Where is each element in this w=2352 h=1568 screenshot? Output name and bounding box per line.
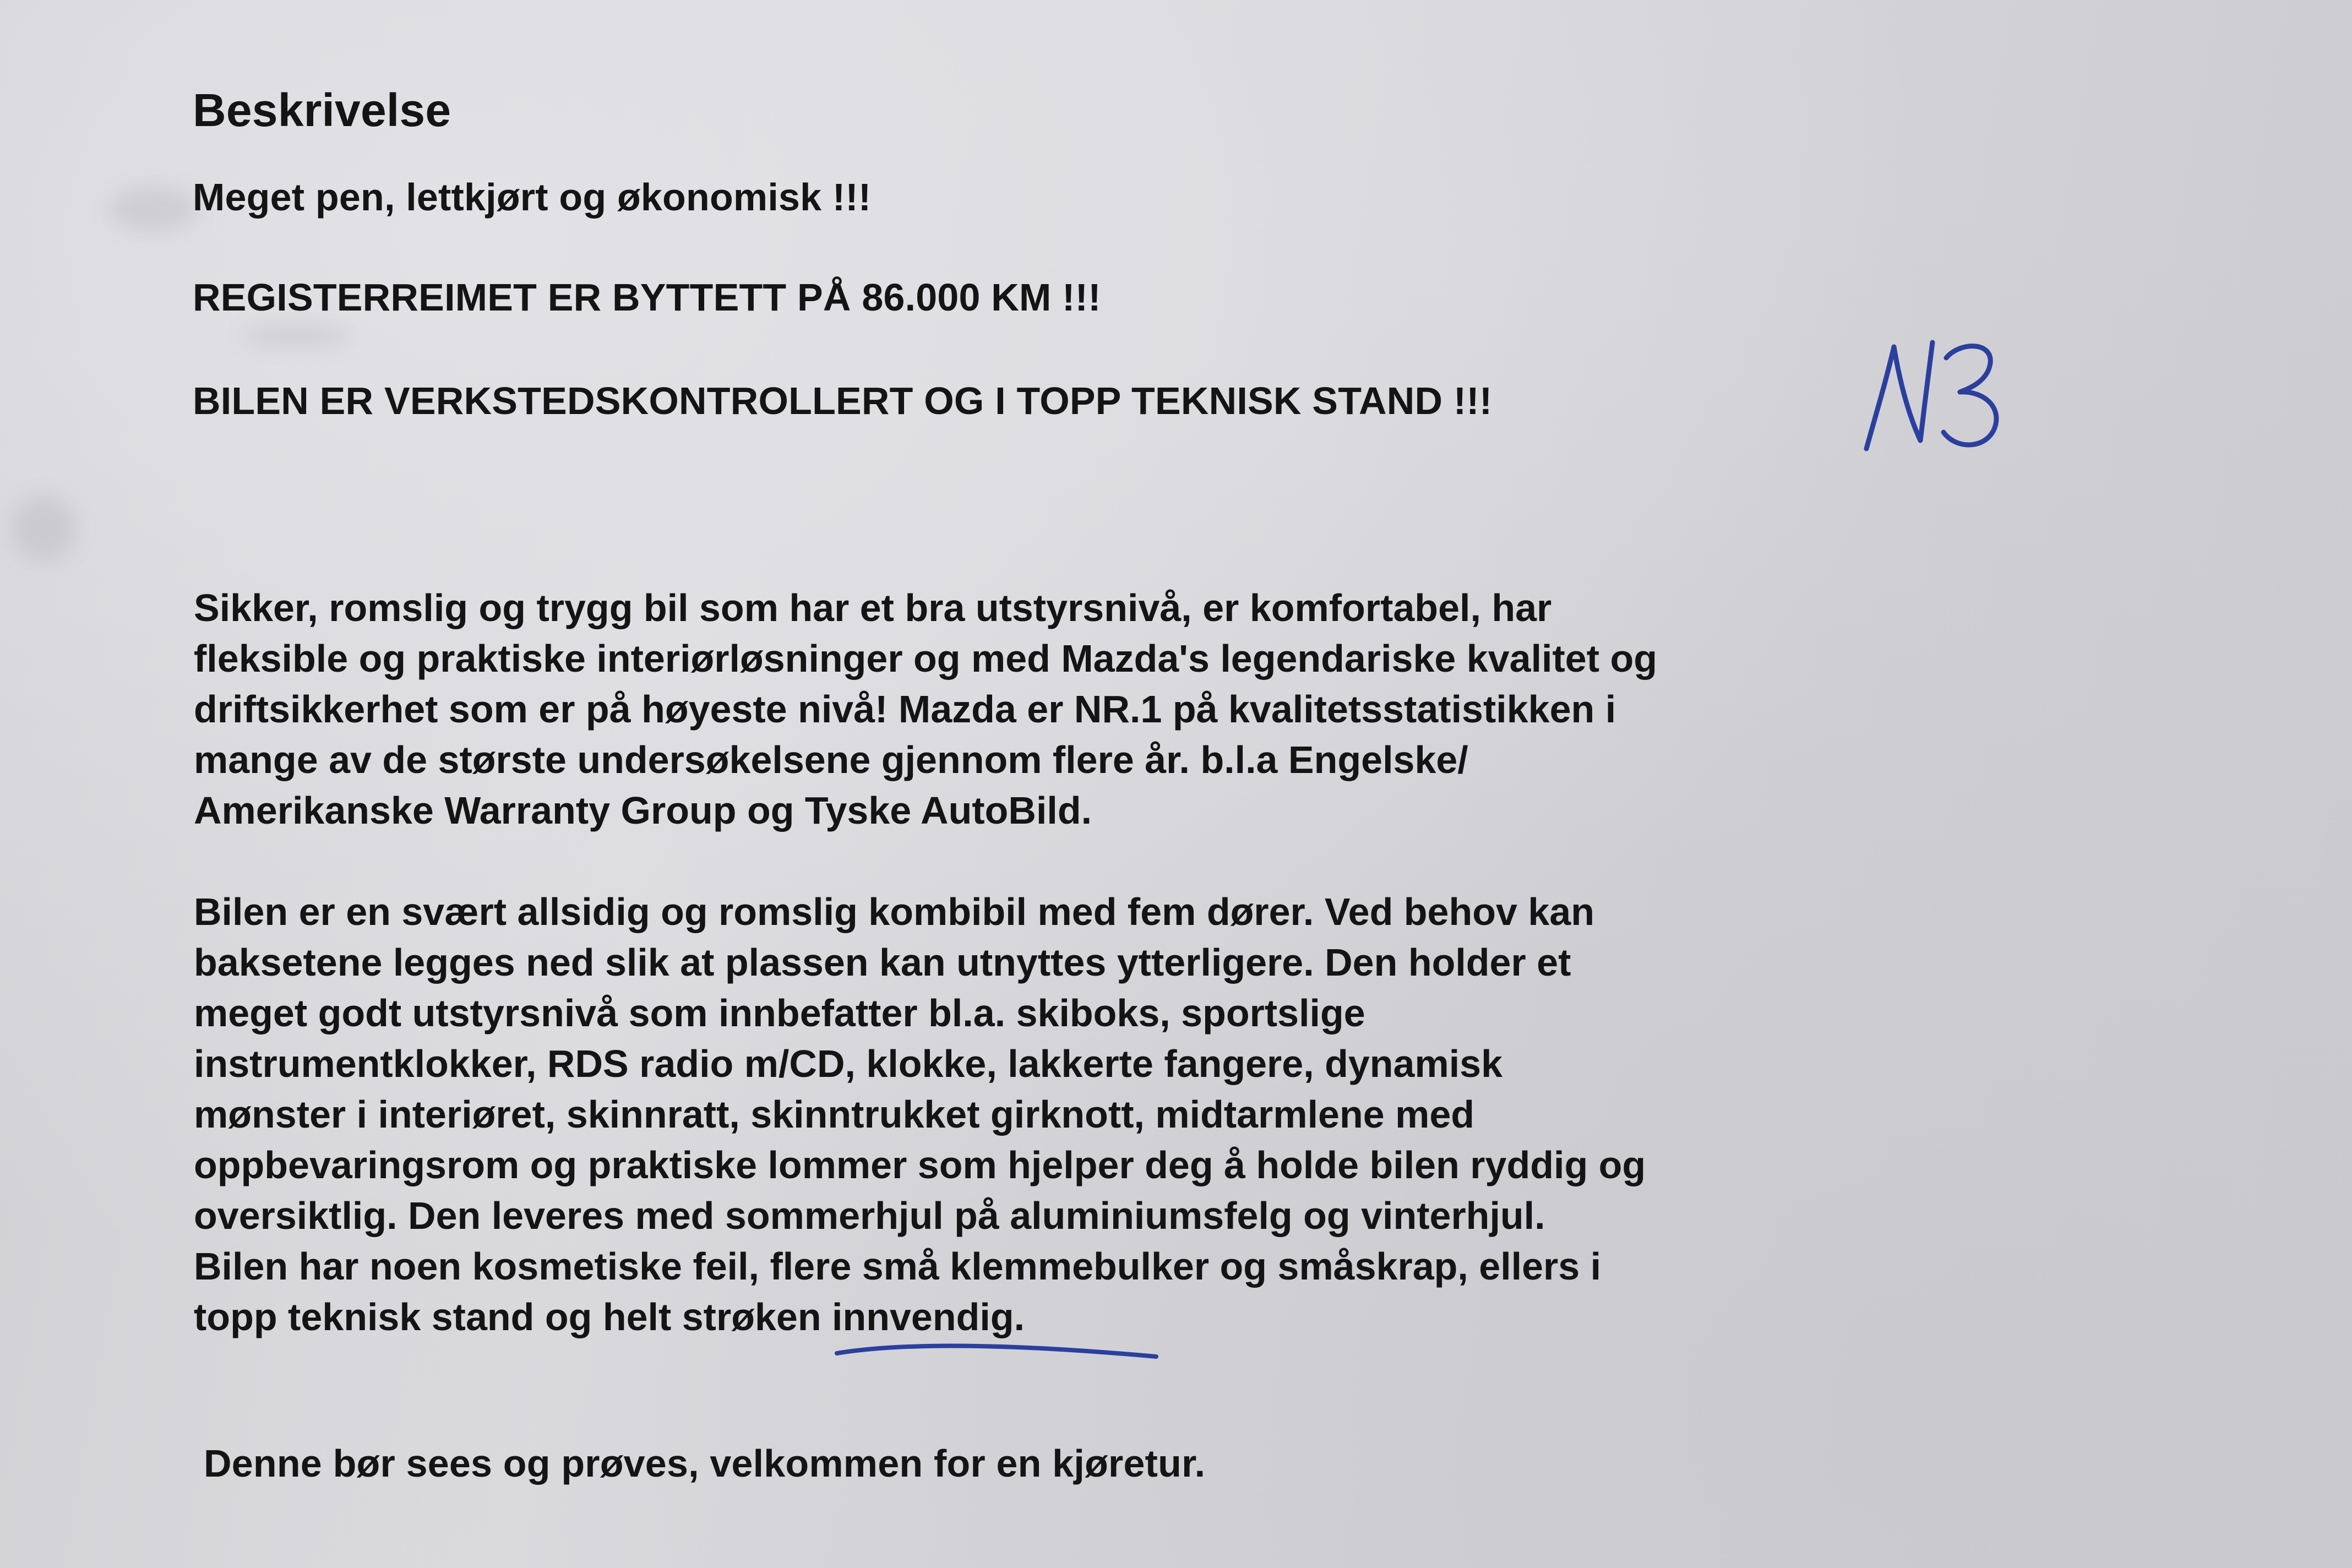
pen-underline-mark bbox=[831, 1338, 1162, 1371]
smudge-mark bbox=[242, 325, 352, 347]
smudge-mark bbox=[110, 187, 198, 231]
highlight-line: REGISTERREIMET ER BYTTETT PÅ 86.000 KM !!! bbox=[193, 276, 1101, 319]
paragraph-line: oppbevaringsrom og praktiske lommer som hjelper deg å holde bilen ryddig og bbox=[194, 1144, 1646, 1186]
paragraph-line: instrumentklokker, RDS radio m/CD, klokke, lakkerte fangere, dynamisk bbox=[194, 1042, 1503, 1085]
paragraph-line: baksetene legges ned slik at plassen kan utnyttes ytterligere. Den holder et bbox=[194, 941, 1571, 984]
smudge-mark bbox=[11, 496, 77, 562]
paragraph-line: fleksible og praktiske interiørløsninger og med Mazda's legendariske kvalitet og bbox=[194, 637, 1657, 680]
paragraph-line: Bilen er en svært allsidig og romslig kombibil med fem dører. Ved behov kan bbox=[194, 890, 1594, 933]
highlight-line: BILEN ER VERKSTEDSKONTROLLERT OG I TOPP TEKNISK STAND !!! bbox=[193, 379, 1493, 422]
closing-line: Denne bør sees og prøves, velkommen for en kjøretur. bbox=[204, 1442, 1206, 1485]
paragraph-line: Sikker, romslig og trygg bil som har et bra utstyrsnivå, er komfortabel, har bbox=[194, 586, 1552, 629]
paragraph-line: Bilen har noen kosmetiske feil, flere små klemmebulker og småskrap, ellers i bbox=[194, 1245, 1602, 1288]
paragraph-line: mange av de største undersøkelsene gjennom flere år. b.l.a Engelske/ bbox=[194, 738, 1468, 781]
paragraph-line: driftsikkerhet som er på høyeste nivå! Mazda er NR.1 på kvalitetsstatistikken i bbox=[194, 688, 1616, 731]
highlight-line: Meget pen, lettkjørt og økonomisk !!! bbox=[193, 176, 872, 219]
handwritten-note bbox=[1855, 330, 2010, 462]
paragraph-line: mønster i interiøret, skinnratt, skinntrukket girknott, midtarmlene med bbox=[194, 1093, 1475, 1136]
paragraph-details bbox=[194, 886, 1646, 1342]
paragraph-line: Amerikanske Warranty Group og Tyske AutoBild. bbox=[194, 789, 1092, 832]
paragraph-line: topp teknisk stand og helt strøken innvendig. bbox=[194, 1295, 1025, 1338]
paragraph-line: meget godt utstyrsnivå som innbefatter bl.a. skiboks, sportslige bbox=[194, 992, 1365, 1035]
paragraph-line: oversiktlig. Den leveres med sommerhjul på aluminiumsfelg og vinterhjul. bbox=[194, 1194, 1545, 1237]
document-heading: Beskrivelse bbox=[193, 84, 451, 136]
paragraph-description bbox=[194, 582, 1657, 836]
